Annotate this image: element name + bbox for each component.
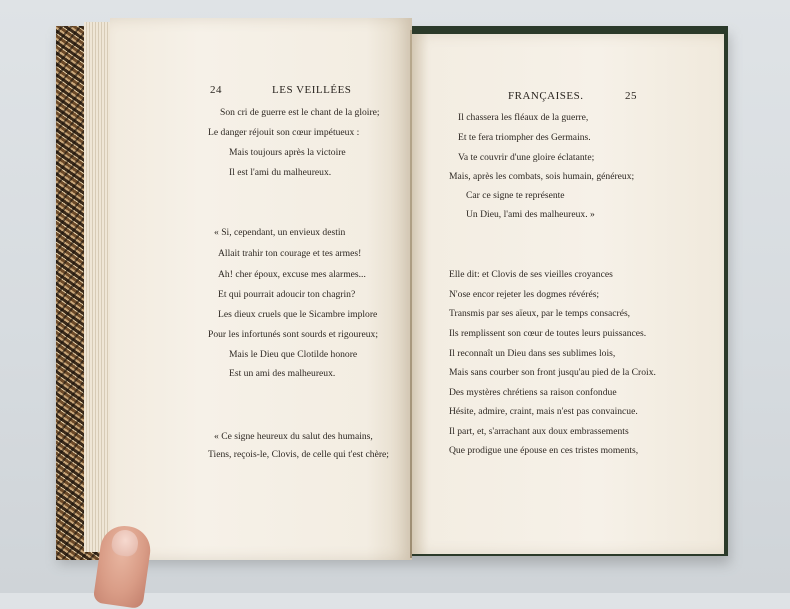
right-verse-line: Elle dit: et Clovis de ses vieilles croyances xyxy=(449,269,613,280)
left-verse-line: Le danger réjouit son cœur impétueux : xyxy=(208,127,360,138)
right-verse-line: Mais, après les combats, sois humain, généreux; xyxy=(449,171,635,182)
right-verse-line: Ils remplissent son cœur de toutes leurs puissances. xyxy=(449,328,647,339)
right-verse-line: N'ose encor rejeter les dogmes révérés; xyxy=(449,289,600,300)
left-verse-line: Mais toujours après la victoire xyxy=(229,147,346,158)
left-verse-line: Il est l'ami du malheureux. xyxy=(229,167,332,178)
left-verse-line: Tiens, reçois-le, Clovis, de celle qui t'est chère; xyxy=(208,449,389,460)
right-verse-line: Que prodigue une épouse en ces tristes moments, xyxy=(449,445,639,456)
right-running-head: FRANÇAISES. xyxy=(508,90,584,102)
left-running-head: LES VEILLÉES xyxy=(272,84,352,96)
left-verse-line: Mais le Dieu que Clotilde honore xyxy=(229,349,358,360)
right-verse-line: Un Dieu, l'ami des malheureux. » xyxy=(466,209,595,220)
right-verse-line: Il chassera les fléaux de la guerre, xyxy=(458,112,589,123)
right-verse-line: Il reconnaît un Dieu dans ses sublimes lois, xyxy=(449,348,616,359)
right-page-number: 25 xyxy=(625,90,637,102)
book-gutter xyxy=(410,30,412,558)
left-verse-line: « Si, cependant, un envieux destin xyxy=(214,227,346,238)
right-verse-line: Mais sans courber son front jusqu'au pied de la Croix. xyxy=(449,367,656,378)
right-verse-line: Hésite, admire, craint, mais n'est pas convaincue. xyxy=(449,406,638,417)
right-verse-line: Transmis par ses aïeux, par le temps consacrés, xyxy=(449,308,631,319)
left-verse-line: Allait trahir ton courage et tes armes! xyxy=(218,248,362,259)
left-verse-line: Pour les infortunés sont sourds et rigoureux; xyxy=(208,329,379,340)
left-page-number: 24 xyxy=(210,84,222,96)
right-verse-line: Va te couvrir d'une gloire éclatante; xyxy=(458,152,595,163)
left-verse-line: Et qui pourrait adoucir ton chagrin? xyxy=(218,289,356,300)
right-verse-line: Des mystères chrétiens sa raison confondue xyxy=(449,387,617,398)
right-verse-line: Il part, et, s'arrachant aux doux embrassements xyxy=(449,426,629,437)
left-verse-line: Ah! cher époux, excuse mes alarmes... xyxy=(218,269,366,280)
left-verse-line: Son cri de guerre est le chant de la gloire; xyxy=(220,107,380,118)
right-verse-line: Car ce signe te représente xyxy=(466,190,565,201)
right-verse-line: Et te fera triompher des Germains. xyxy=(458,132,591,143)
left-verse-line: Les dieux cruels que le Sicambre implore xyxy=(218,309,378,320)
left-verse-line: Est un ami des malheureux. xyxy=(229,368,336,379)
left-verse-line: « Ce signe heureux du salut des humains, xyxy=(214,431,373,442)
